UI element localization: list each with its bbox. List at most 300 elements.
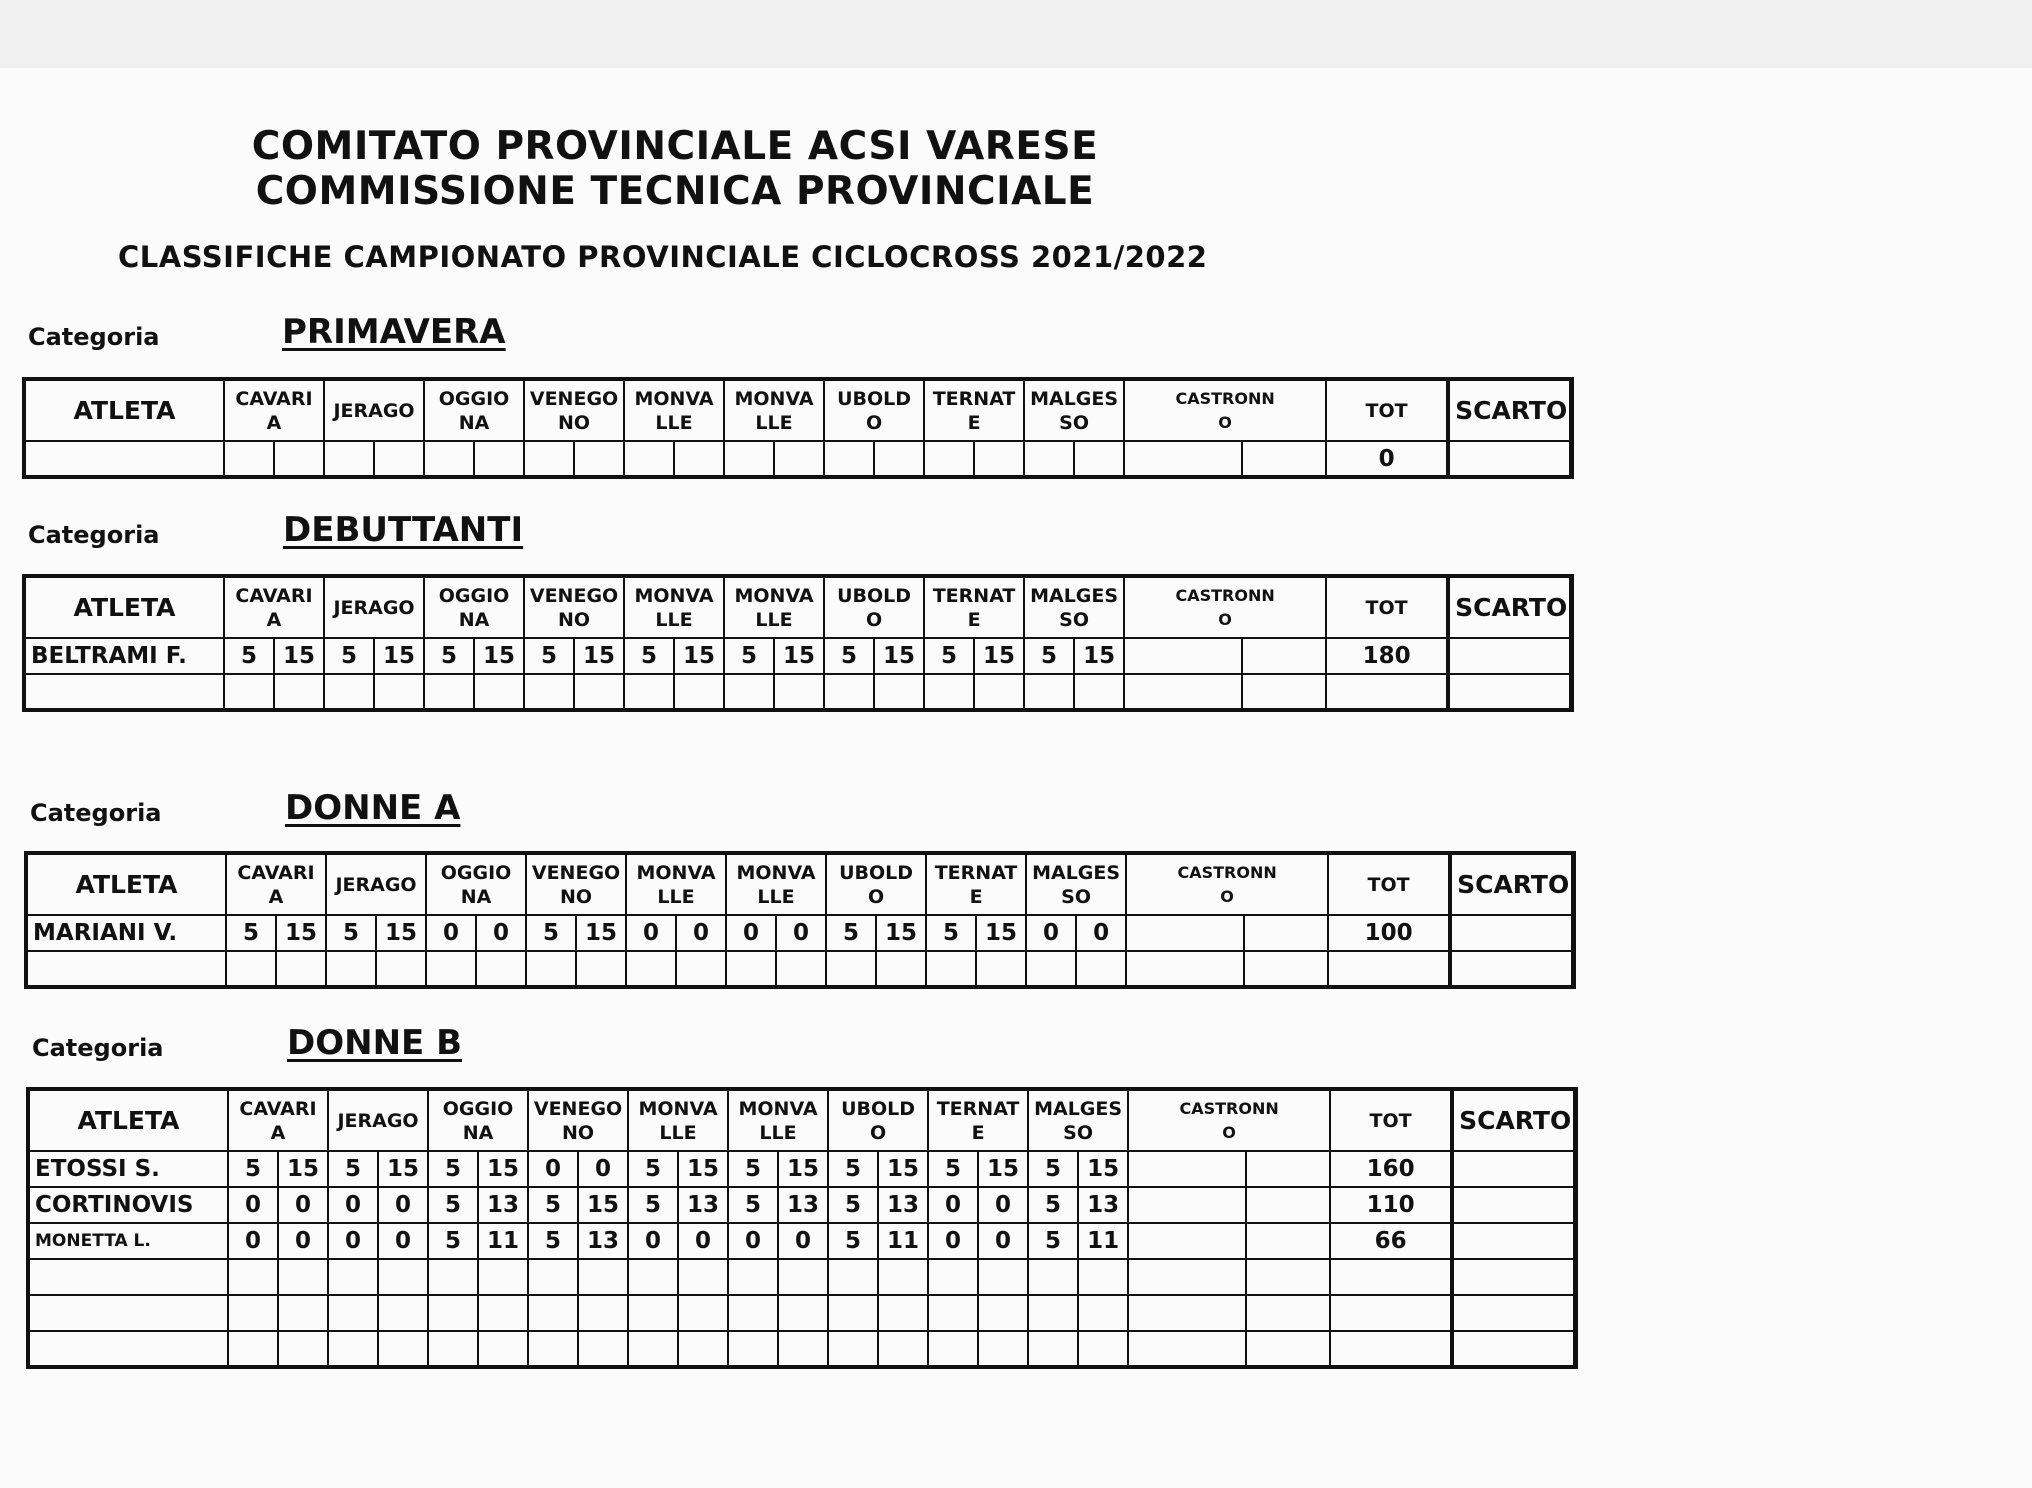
score-cell: 5	[928, 1151, 978, 1187]
score-cell: 15	[976, 915, 1026, 951]
header-atleta: ATLETA	[26, 853, 226, 915]
score-cell	[278, 1331, 328, 1367]
score-cell	[674, 441, 724, 477]
score-cell	[678, 1259, 728, 1295]
header-race-3	[424, 379, 524, 441]
category-label-primavera: Categoria	[28, 323, 160, 351]
score-cell	[528, 1259, 578, 1295]
score-cell	[926, 951, 976, 987]
table-header-row	[28, 1089, 1576, 1151]
score-cell	[978, 1331, 1028, 1367]
race-name-line1: TERNAT	[936, 1097, 1020, 1120]
score-cell	[778, 1259, 828, 1295]
score-cell	[828, 1331, 878, 1367]
race-name-line1: TERNAT	[932, 584, 1016, 607]
table-row	[24, 674, 1572, 710]
race-name-line1: MALGES	[1034, 1097, 1123, 1120]
score-cell: 15	[474, 638, 524, 674]
score-cell	[924, 441, 974, 477]
score-cell	[778, 1295, 828, 1331]
score-cell	[428, 1295, 478, 1331]
score-cell: 15	[1074, 638, 1124, 674]
score-cell	[428, 1331, 478, 1367]
race-name-line1: JERAGO	[333, 596, 415, 619]
header-scarto: SCARTO	[1448, 379, 1570, 441]
score-cell	[678, 1295, 728, 1331]
score-cell	[274, 674, 324, 710]
score-cell: 11	[878, 1223, 928, 1259]
score-cell	[374, 674, 424, 710]
score-cell	[1246, 1295, 1330, 1331]
score-cell	[828, 1259, 878, 1295]
score-cell: 5	[326, 915, 376, 951]
header-race-8	[924, 576, 1024, 638]
tot-final-cell	[1570, 674, 1572, 710]
score-cell	[328, 1331, 378, 1367]
total-cell: 66	[1330, 1223, 1452, 1259]
race-name-line2: SO	[1061, 885, 1091, 908]
score-cell: 0	[278, 1223, 328, 1259]
score-cell: 11	[478, 1223, 528, 1259]
header-race-4	[528, 1089, 628, 1151]
header-race-7	[828, 1089, 928, 1151]
tot-final-cell	[1570, 441, 1572, 477]
score-cell: 0	[778, 1223, 828, 1259]
score-cell	[378, 1331, 428, 1367]
score-cell	[626, 951, 676, 987]
athlete-name	[26, 951, 226, 987]
race-name-line2: LLE	[755, 411, 793, 434]
score-cell	[378, 1259, 428, 1295]
race-name-line1: CAVARI	[239, 1097, 317, 1120]
score-cell: 15	[678, 1151, 728, 1187]
score-cell	[278, 1259, 328, 1295]
score-cell	[528, 1331, 578, 1367]
score-cell	[1078, 1331, 1128, 1367]
page-top-edge	[0, 0, 2032, 68]
tot-final-cell	[1574, 1223, 1576, 1259]
scarto-cell	[1452, 1331, 1574, 1367]
score-cell: 13	[578, 1223, 628, 1259]
score-cell	[576, 951, 626, 987]
header-race-1	[226, 853, 326, 915]
score-cell	[878, 1259, 928, 1295]
score-cell: 15	[478, 1151, 528, 1187]
race-name-line1: CASTRONN	[1177, 862, 1277, 882]
scarto-cell	[1448, 441, 1570, 477]
score-cell: 5	[724, 638, 774, 674]
standings-table-debuttanti	[22, 574, 1574, 712]
tot-final-cell	[1570, 638, 1572, 674]
race-name-line2: O	[867, 885, 885, 908]
score-cell	[478, 1259, 528, 1295]
total-cell	[1330, 1295, 1452, 1331]
race-name-line1: MONVA	[738, 1097, 818, 1120]
scarto-cell	[1452, 1259, 1574, 1295]
score-cell	[328, 1295, 378, 1331]
header-race-1	[224, 379, 324, 441]
header-scarto: SCARTO	[1448, 576, 1570, 638]
header-race-6	[724, 379, 824, 441]
header-race-10	[1124, 576, 1326, 638]
score-cell: 5	[924, 638, 974, 674]
race-name-line1: CAVARI	[235, 387, 313, 410]
score-cell: 5	[828, 1151, 878, 1187]
athlete-name: MARIANI V.	[26, 915, 226, 951]
score-cell	[928, 1259, 978, 1295]
header-race-4	[524, 379, 624, 441]
score-cell	[628, 1259, 678, 1295]
category-label-donne-a: Categoria	[30, 799, 162, 827]
table-row	[28, 1259, 1576, 1295]
score-cell: 0	[278, 1187, 328, 1223]
score-cell: 5	[926, 915, 976, 951]
header-tot: TOT	[1326, 379, 1448, 441]
race-name-line1: MONVA	[638, 1097, 718, 1120]
total-cell: 100	[1328, 915, 1450, 951]
score-cell	[728, 1331, 778, 1367]
race-name-line2: SO	[1059, 411, 1089, 434]
score-cell: 15	[974, 638, 1024, 674]
score-cell	[1128, 1331, 1246, 1367]
score-cell	[974, 441, 1024, 477]
score-cell: 0	[626, 915, 676, 951]
score-cell	[874, 674, 924, 710]
score-cell: 0	[328, 1223, 378, 1259]
score-cell: 5	[528, 1187, 578, 1223]
header-race-9	[1024, 576, 1124, 638]
score-cell: 15	[274, 638, 324, 674]
category-name-debuttanti: DEBUTTANTI	[283, 510, 524, 550]
score-cell: 5	[324, 638, 374, 674]
score-cell	[924, 674, 974, 710]
table-row	[28, 1187, 1576, 1223]
score-cell: 5	[226, 915, 276, 951]
header-scarto: SCARTO	[1452, 1089, 1574, 1151]
race-name-line1: OGGIO	[438, 584, 510, 607]
scarto-cell	[1452, 1151, 1574, 1187]
score-cell	[628, 1295, 678, 1331]
score-cell	[1246, 1331, 1330, 1367]
score-cell	[478, 1295, 528, 1331]
score-cell: 0	[378, 1223, 428, 1259]
score-cell: 15	[376, 915, 426, 951]
athlete-name: MONETTA L.	[28, 1223, 228, 1259]
score-cell	[1244, 951, 1328, 987]
race-name-line1: CASTRONN	[1175, 585, 1275, 605]
athlete-name	[24, 441, 224, 477]
header-race-3	[426, 853, 526, 915]
race-name-line1: JERAGO	[335, 873, 417, 896]
score-cell	[874, 441, 924, 477]
race-name-line1: JERAGO	[333, 399, 415, 422]
race-name-line1: OGGIO	[440, 861, 512, 884]
header-race-9	[1028, 1089, 1128, 1151]
score-cell	[424, 441, 474, 477]
race-name-line1: UBOLD	[839, 861, 914, 884]
race-name-line2: O	[865, 411, 883, 434]
score-cell	[228, 1259, 278, 1295]
table-row	[28, 1295, 1576, 1331]
tot-final-cell	[1574, 1187, 1576, 1223]
score-cell	[474, 674, 524, 710]
score-cell: 5	[628, 1151, 678, 1187]
standings-subtitle: CLASSIFICHE CAMPIONATO PROVINCIALE CICLOCROSS 2021/2022	[118, 240, 1208, 274]
score-cell: 0	[1076, 915, 1126, 951]
header-race-5	[628, 1089, 728, 1151]
score-cell	[378, 1295, 428, 1331]
header-race-2	[328, 1089, 428, 1151]
score-cell	[1124, 441, 1242, 477]
score-cell	[1126, 951, 1244, 987]
total-cell	[1330, 1259, 1452, 1295]
race-name-line2: E	[967, 411, 981, 434]
category-name-primavera: PRIMAVERA	[282, 312, 506, 352]
score-cell	[326, 951, 376, 987]
race-name-line1: VENEGO	[533, 1097, 623, 1120]
score-cell	[1124, 674, 1242, 710]
race-name-line2: NO	[558, 411, 591, 434]
score-cell: 5	[224, 638, 274, 674]
header-race-5	[624, 576, 724, 638]
score-cell	[678, 1331, 728, 1367]
header-race-10	[1124, 379, 1326, 441]
score-cell: 15	[778, 1151, 828, 1187]
total-cell: 160	[1330, 1151, 1452, 1187]
table-row	[26, 915, 1574, 951]
header-race-8	[924, 379, 1024, 441]
table-row	[28, 1151, 1576, 1187]
header-atleta: ATLETA	[24, 379, 224, 441]
table-row	[26, 951, 1574, 987]
header-race-2	[326, 853, 426, 915]
header-tot-final	[1570, 576, 1572, 638]
scarto-cell	[1450, 915, 1572, 951]
athlete-name	[28, 1259, 228, 1295]
score-cell: 15	[674, 638, 724, 674]
score-cell: 0	[228, 1187, 278, 1223]
score-cell	[824, 441, 874, 477]
header-race-9	[1026, 853, 1126, 915]
header-race-2	[324, 379, 424, 441]
tot-final-cell	[1574, 1295, 1576, 1331]
score-cell	[878, 1295, 928, 1331]
score-cell: 0	[1026, 915, 1076, 951]
score-cell	[524, 674, 574, 710]
scarto-cell	[1452, 1223, 1574, 1259]
score-cell	[528, 1295, 578, 1331]
race-name-line2: A	[270, 1121, 286, 1144]
score-cell	[1028, 1331, 1078, 1367]
score-cell	[1242, 638, 1326, 674]
score-cell: 0	[228, 1223, 278, 1259]
race-name-line1: VENEGO	[531, 861, 621, 884]
race-name-line2: A	[268, 885, 284, 908]
score-cell	[1128, 1187, 1246, 1223]
race-name-line2: NA	[458, 608, 490, 631]
race-name-line1: CAVARI	[235, 584, 313, 607]
race-name-line1: CASTRONN	[1175, 388, 1275, 408]
score-cell	[974, 674, 1024, 710]
score-cell	[824, 674, 874, 710]
score-cell: 0	[678, 1223, 728, 1259]
score-cell: 0	[776, 915, 826, 951]
header-race-10	[1128, 1089, 1330, 1151]
race-name-line2: A	[266, 411, 282, 434]
header-tot: TOT	[1328, 853, 1450, 915]
score-cell	[276, 951, 326, 987]
score-cell: 15	[278, 1151, 328, 1187]
header-tot-final	[1574, 1089, 1576, 1151]
score-cell: 0	[578, 1151, 628, 1187]
score-cell: 15	[574, 638, 624, 674]
race-name-line2: A	[266, 608, 282, 631]
score-cell: 0	[426, 915, 476, 951]
score-cell: 5	[528, 1223, 578, 1259]
race-name-line2: NO	[562, 1121, 595, 1144]
score-cell	[1246, 1259, 1330, 1295]
race-name-line1: MONVA	[734, 584, 814, 607]
total-cell	[1330, 1331, 1452, 1367]
score-cell	[1024, 441, 1074, 477]
score-cell	[1028, 1259, 1078, 1295]
score-cell	[1246, 1151, 1330, 1187]
header-atleta: ATLETA	[28, 1089, 228, 1151]
score-cell	[526, 951, 576, 987]
score-cell: 13	[478, 1187, 528, 1223]
total-cell	[1326, 674, 1448, 710]
score-cell: 13	[678, 1187, 728, 1223]
score-cell	[578, 1259, 628, 1295]
score-cell	[1128, 1151, 1246, 1187]
score-cell: 5	[1028, 1187, 1078, 1223]
race-name-line1: TERNAT	[932, 387, 1016, 410]
table-header-row	[24, 379, 1572, 441]
score-cell	[1246, 1187, 1330, 1223]
header-scarto: SCARTO	[1450, 853, 1572, 915]
race-name-line1: MONVA	[634, 387, 714, 410]
header-race-10	[1126, 853, 1328, 915]
standings-table-donne-b	[26, 1087, 1578, 1369]
total-cell: 0	[1326, 441, 1448, 477]
score-cell: 15	[1078, 1151, 1128, 1187]
category-name-donne-a: DONNE A	[285, 788, 461, 828]
race-name-line2: LLE	[655, 608, 693, 631]
race-name-line2: SO	[1059, 608, 1089, 631]
score-cell	[228, 1331, 278, 1367]
race-name-line1: MONVA	[734, 387, 814, 410]
score-cell	[1078, 1295, 1128, 1331]
race-name-line1: UBOLD	[841, 1097, 916, 1120]
score-cell: 5	[428, 1223, 478, 1259]
score-cell	[624, 674, 674, 710]
score-cell	[726, 951, 776, 987]
score-cell	[578, 1331, 628, 1367]
standings-table-donne-a	[24, 851, 1576, 989]
score-cell	[728, 1259, 778, 1295]
table-row	[28, 1331, 1576, 1367]
category-name-donne-b: DONNE B	[287, 1023, 463, 1063]
race-name-line2: NA	[462, 1121, 494, 1144]
score-cell: 15	[978, 1151, 1028, 1187]
score-cell: 11	[1078, 1223, 1128, 1259]
race-name-line1: VENEGO	[529, 387, 619, 410]
race-name-line2: E	[971, 1121, 985, 1144]
race-name-line2: LLE	[659, 1121, 697, 1144]
score-cell	[224, 674, 274, 710]
race-name-line1: TERNAT	[934, 861, 1018, 884]
race-name-line1: UBOLD	[837, 584, 912, 607]
score-cell	[424, 674, 474, 710]
header-race-9	[1024, 379, 1124, 441]
score-cell	[524, 441, 574, 477]
header-race-6	[726, 853, 826, 915]
race-name-line1: CAVARI	[237, 861, 315, 884]
score-cell	[1246, 1223, 1330, 1259]
score-cell: 5	[628, 1187, 678, 1223]
race-name-line1: MONVA	[634, 584, 714, 607]
score-cell	[1242, 674, 1326, 710]
score-cell	[624, 441, 674, 477]
score-cell	[674, 674, 724, 710]
score-cell	[574, 674, 624, 710]
score-cell: 15	[874, 638, 924, 674]
race-name-line1: CASTRONN	[1179, 1098, 1279, 1118]
score-cell	[928, 1295, 978, 1331]
race-name-line1: MONVA	[736, 861, 816, 884]
race-name-line2: LLE	[755, 608, 793, 631]
race-name-line2: NA	[458, 411, 490, 434]
score-cell	[976, 951, 1026, 987]
race-name-line2: LLE	[757, 885, 795, 908]
score-cell	[1074, 674, 1124, 710]
race-name-line2: O	[865, 608, 883, 631]
score-cell: 5	[624, 638, 674, 674]
scarto-cell	[1448, 674, 1570, 710]
score-cell: 15	[576, 915, 626, 951]
score-cell	[1128, 1295, 1246, 1331]
header-tot: TOT	[1326, 576, 1448, 638]
score-cell	[474, 441, 524, 477]
score-cell	[228, 1295, 278, 1331]
score-cell	[774, 441, 824, 477]
header-race-4	[526, 853, 626, 915]
score-cell: 0	[928, 1223, 978, 1259]
score-cell: 5	[826, 915, 876, 951]
race-name-line2: O	[1218, 609, 1232, 629]
tot-final-cell	[1572, 951, 1574, 987]
race-name-line1: OGGIO	[438, 387, 510, 410]
score-cell	[1124, 638, 1242, 674]
score-cell: 0	[978, 1187, 1028, 1223]
score-cell	[826, 951, 876, 987]
score-cell: 5	[424, 638, 474, 674]
race-name-line2: LLE	[655, 411, 693, 434]
score-cell	[724, 441, 774, 477]
category-label-donne-b: Categoria	[32, 1034, 164, 1062]
score-cell: 5	[824, 638, 874, 674]
table-row	[24, 638, 1572, 674]
score-cell: 0	[728, 1223, 778, 1259]
scarto-cell	[1452, 1187, 1574, 1223]
tot-final-cell	[1574, 1151, 1576, 1187]
header-race-7	[824, 576, 924, 638]
score-cell	[776, 951, 826, 987]
score-cell	[778, 1331, 828, 1367]
score-cell: 5	[828, 1187, 878, 1223]
score-cell: 5	[328, 1151, 378, 1187]
race-name-line2: NA	[460, 885, 492, 908]
